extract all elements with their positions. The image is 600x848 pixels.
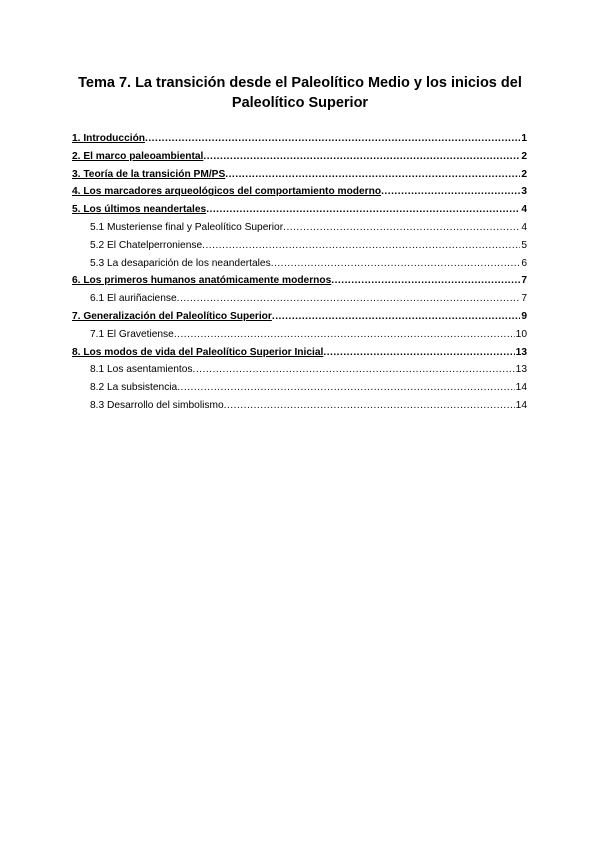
toc-entry-page-number: 3 bbox=[521, 186, 527, 198]
toc-entry-page-number: 2 bbox=[521, 168, 527, 180]
toc-entry-page-number: 13 bbox=[515, 364, 527, 376]
toc-entry-page-number: 10 bbox=[515, 328, 527, 340]
toc-entry-page-number: 2 bbox=[521, 150, 527, 162]
toc-entry-page-number: 13 bbox=[515, 346, 527, 358]
toc-entry-page-number: 6 bbox=[521, 257, 527, 269]
toc-entry-label: 8.1 Los asentamientos bbox=[90, 364, 193, 376]
toc-section-entry[interactable] bbox=[72, 148, 527, 166]
toc-section-entry[interactable] bbox=[72, 130, 527, 148]
toc-dot-leader bbox=[283, 219, 520, 237]
toc-section-entry[interactable] bbox=[72, 201, 527, 219]
document-title-line-2: Paleolítico Superior bbox=[231, 95, 369, 111]
toc-subsection-entry[interactable] bbox=[72, 290, 527, 308]
table-of-contents bbox=[72, 130, 527, 415]
toc-entry-page-number: 14 bbox=[515, 399, 527, 411]
toc-entry-label: 4. Los marcadores arqueológicos del comportamiento moderno bbox=[72, 186, 382, 198]
toc-section-entry[interactable] bbox=[72, 166, 527, 184]
toc-entry-page-number: 9 bbox=[521, 310, 527, 322]
toc-dot-leader bbox=[174, 326, 515, 344]
document-title-line-1: Tema 7. La transición desde el Paleolítico Medio y los inicios del bbox=[78, 75, 522, 91]
toc-entry-page-number: 7 bbox=[521, 293, 527, 305]
toc-entry-label: 8.3 Desarrollo del simbolismo bbox=[90, 399, 224, 411]
toc-entry-page-number: 5 bbox=[521, 239, 527, 251]
toc-dot-leader bbox=[381, 183, 520, 201]
toc-dot-leader bbox=[145, 130, 520, 148]
toc-subsection-entry[interactable] bbox=[72, 326, 527, 344]
toc-entry-label: 5.3 La desaparición de los neandertales bbox=[90, 257, 271, 269]
toc-dot-leader bbox=[272, 308, 520, 326]
toc-dot-leader bbox=[177, 290, 521, 308]
toc-dot-leader bbox=[206, 201, 520, 219]
toc-entry-label: 6.1 El auriñaciense bbox=[90, 293, 177, 305]
toc-section-entry[interactable] bbox=[72, 183, 527, 201]
toc-entry-label: 5.2 El Chatelperroniense bbox=[90, 239, 203, 251]
toc-entry-label: 1. Introducción bbox=[72, 133, 146, 144]
toc-entry-page-number: 4 bbox=[521, 204, 527, 216]
toc-entry-page-number: 7 bbox=[521, 275, 527, 287]
toc-dot-leader bbox=[331, 272, 520, 290]
toc-dot-leader bbox=[225, 166, 520, 184]
toc-subsection-entry[interactable] bbox=[72, 361, 527, 379]
toc-entry-label: 2. El marco paleoambiental bbox=[72, 150, 204, 162]
toc-subsection-entry[interactable] bbox=[72, 237, 527, 255]
toc-subsection-entry[interactable] bbox=[72, 397, 527, 415]
toc-dot-leader bbox=[193, 361, 515, 379]
toc-subsection-entry[interactable] bbox=[72, 379, 527, 397]
toc-entry-label: 8. Los modos de vida del Paleolítico Superior Inicial bbox=[72, 346, 324, 358]
toc-entry-page-number: 14 bbox=[515, 382, 527, 394]
toc-entry-label: 5. Los últimos neandertales bbox=[72, 204, 207, 216]
toc-entry-label: 6. Los primeros humanos anatómicamente modernos bbox=[72, 275, 332, 287]
toc-entry-label: 8.2 La subsistencia bbox=[90, 382, 178, 394]
toc-entry-label: 3. Teoría de la transición PM/PS bbox=[72, 168, 226, 180]
toc-dot-leader bbox=[177, 379, 514, 397]
toc-dot-leader bbox=[202, 237, 520, 255]
toc-dot-leader bbox=[271, 255, 521, 273]
toc-entry-label: 7.1 El Gravetiense bbox=[90, 328, 174, 340]
toc-entry-label: 7. Generalización del Paleolítico Superior bbox=[72, 310, 272, 322]
toc-section-entry[interactable] bbox=[72, 308, 527, 326]
toc-dot-leader bbox=[323, 344, 514, 362]
toc-section-entry[interactable] bbox=[72, 344, 527, 362]
toc-dot-leader bbox=[224, 397, 515, 415]
toc-section-entry[interactable] bbox=[72, 272, 527, 290]
document-title bbox=[60, 73, 540, 113]
toc-subsection-entry[interactable] bbox=[72, 219, 527, 237]
toc-subsection-entry[interactable] bbox=[72, 255, 527, 273]
toc-entry-label: 5.1 Musteriense final y Paleolítico Superior bbox=[90, 221, 284, 233]
toc-entry-page-number: 4 bbox=[521, 221, 527, 233]
toc-entry-page-number: 1 bbox=[521, 133, 527, 144]
toc-dot-leader bbox=[203, 148, 520, 166]
